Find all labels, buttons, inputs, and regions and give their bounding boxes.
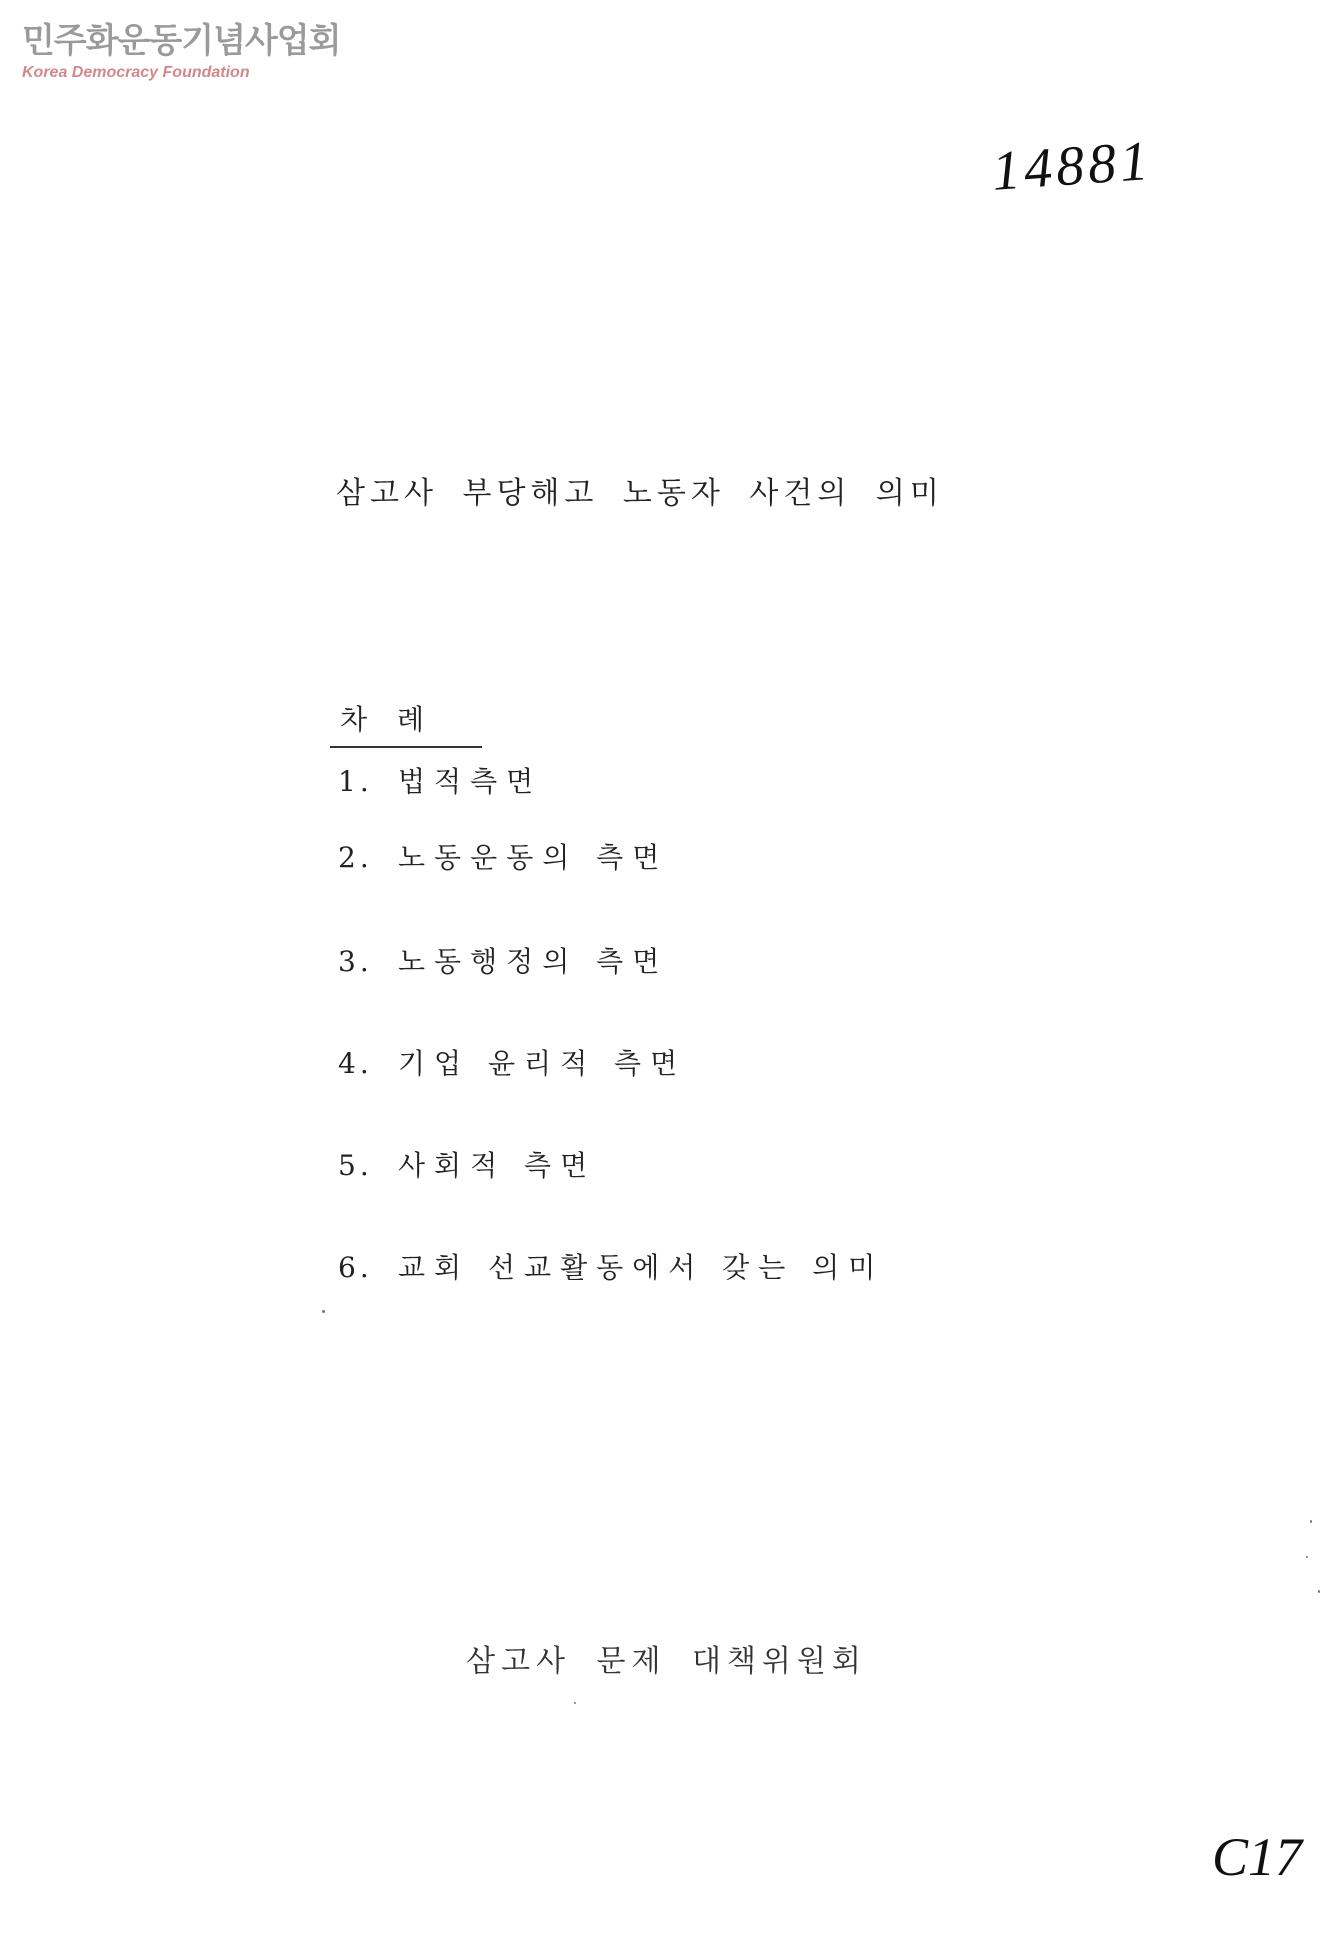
toc-item-label: 사회적 측면 (398, 1149, 597, 1182)
toc-item-number: 4. (338, 1047, 373, 1080)
scan-speck (1306, 1556, 1308, 1558)
foundation-watermark (22, 22, 340, 82)
toc-item (338, 760, 542, 800)
toc-item-label: 노동행정의 측면 (398, 945, 669, 978)
scan-speck (322, 1310, 325, 1313)
toc-item-number: 3. (338, 945, 373, 978)
handwritten-archive-number: 14881 (990, 129, 1155, 203)
toc-item-number: 2. (338, 841, 373, 874)
handwritten-page-mark: C17 (1212, 1827, 1303, 1887)
toc-item (338, 836, 668, 876)
scan-speck (574, 1702, 576, 1704)
watermark-korean: 민주화운동기념사업회 (22, 21, 341, 61)
toc-item-number: 6. (338, 1251, 373, 1284)
document-title: 삼고사 부당해고 노동자 사건의 의미 (336, 476, 944, 511)
scan-speck (1318, 1590, 1320, 1593)
toc-item-number: 1. (338, 765, 373, 798)
toc-item (338, 940, 668, 980)
scan-speck (1310, 1520, 1312, 1523)
toc-item (338, 1144, 596, 1184)
watermark-english: Korea Democracy Foundation (22, 64, 250, 81)
toc-item (338, 1042, 686, 1082)
toc-item-label: 교회 선교활동에서 갖는 의미 (398, 1251, 885, 1284)
toc-item (338, 1246, 884, 1286)
toc-item-label: 기업 윤리적 측면 (398, 1047, 687, 1080)
toc-item-number: 5. (338, 1149, 373, 1182)
toc-item-label: 법적측면 (398, 765, 543, 798)
toc-heading: 차례 (330, 698, 482, 748)
issuing-organization: 삼고사 문제 대책위원회 (466, 1644, 867, 1679)
toc-item-label: 노동운동의 측면 (398, 841, 669, 874)
